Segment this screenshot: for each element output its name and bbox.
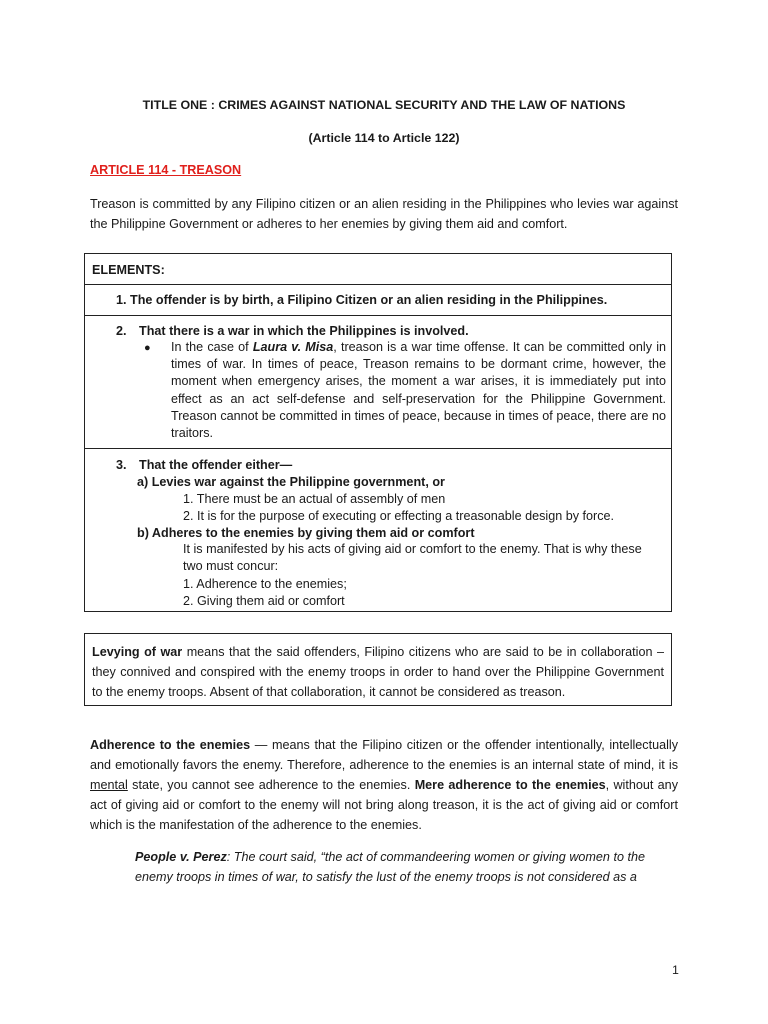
levying-of-war-box bbox=[84, 633, 672, 706]
article-heading: ARTICLE 114 - TREASON bbox=[90, 163, 242, 177]
levying-text: means that the said offenders, Filipino citizens who are said to be in collaboration – they connived and conspired with the enemy troops in order to hand over the Philippine Government to the enemy troops. Absent of that collaboration, it cannot be considered as treason. bbox=[92, 645, 664, 699]
page-number: 1 bbox=[672, 963, 679, 977]
levying-term: Levying of war bbox=[92, 645, 183, 659]
element-1: 1. The offender is by birth, a Filipino Citizen or an alien residing in the Philippines. bbox=[116, 293, 608, 307]
element-3b: b) Adheres to the enemies by giving them aid or comfort bbox=[137, 526, 475, 540]
element-3b-1: 1. Adherence to the enemies; bbox=[183, 577, 347, 591]
element-3a-2: 2. It is for the purpose of executing or effecting a treasonable design by force. bbox=[183, 509, 615, 523]
document-title: TITLE ONE : CRIMES AGAINST NATIONAL SECURITY AND THE LAW OF NATIONS bbox=[142, 98, 626, 112]
element-2-number: 2. bbox=[116, 324, 127, 338]
case-name-people-v-perez: People v. Perez bbox=[135, 850, 227, 864]
adherence-paragraph: Adherence to the enemies — means that the Filipino citizen or the offender intentionally, intellectually and emotionally favors the enemy. Therefore, adherence to the enemies is an internal state of mind, it is mental state, you cannot see adherence to the enemies. Mere adherence to the enemies, without any act of giving aid or comfort to the enemy will not bring along treason, it is the act of giving aid or comfort which is the manifestation of the adherence to the enemies. bbox=[90, 738, 678, 832]
document-subtitle: (Article 114 to Article 122) bbox=[308, 131, 460, 145]
mere-adherence: Mere adherence to the enemies bbox=[414, 778, 606, 792]
element-3b-2: 2. Giving them aid or comfort bbox=[183, 594, 345, 608]
case-name-laura-v-misa: Laura v. Misa bbox=[252, 340, 334, 354]
people-v-perez-quote: People v. Perez: The court said, “the act of commandeering women or giving women to the enemy troops in times of war, to satisfy the lust of the enemy troops is not considered as a bbox=[135, 850, 645, 884]
element-row-1 bbox=[85, 285, 671, 316]
bullet-icon: ● bbox=[144, 342, 151, 354]
element-row-2 bbox=[85, 316, 671, 449]
elements-header-row bbox=[85, 254, 671, 285]
article-intro: Treason is committed by any Filipino citizen or an alien residing in the Philippines who levies war against the Philippine Government or adheres to her enemies by giving them aid and comfort. bbox=[90, 197, 678, 231]
elements-table bbox=[84, 253, 672, 612]
element-3b-text: It is manifested by his acts of giving aid or comfort to the enemy. That is why these two must concur: bbox=[183, 542, 642, 574]
laura-v-misa-bullet: In the case of Laura v. Misa, treason is a war time offense. It can be committed only in times of war. In times of peace, Treason remains to be dormant crime, however, the moment when emergency arises, the moment a war arises, it is immediately put into effect as an act self-defense and self-preservation for the Philippine Government. Treason cannot be committed in times of peace, because in times of peace, there are no traitors. bbox=[171, 340, 666, 441]
element-3a-1: 1. There must be an actual of assembly of men bbox=[183, 492, 446, 506]
mental-underlined: mental bbox=[90, 778, 128, 792]
element-3-number: 3. bbox=[116, 458, 127, 472]
adherence-term: Adherence to the enemies bbox=[90, 738, 251, 752]
elements-header: ELEMENTS: bbox=[92, 263, 165, 277]
element-2: That there is a war in which the Philippines is involved. bbox=[139, 324, 469, 338]
element-row-3 bbox=[85, 449, 671, 611]
element-3a: a) Levies war against the Philippine government, or bbox=[137, 475, 445, 489]
element-3: That the offender either— bbox=[139, 458, 293, 472]
